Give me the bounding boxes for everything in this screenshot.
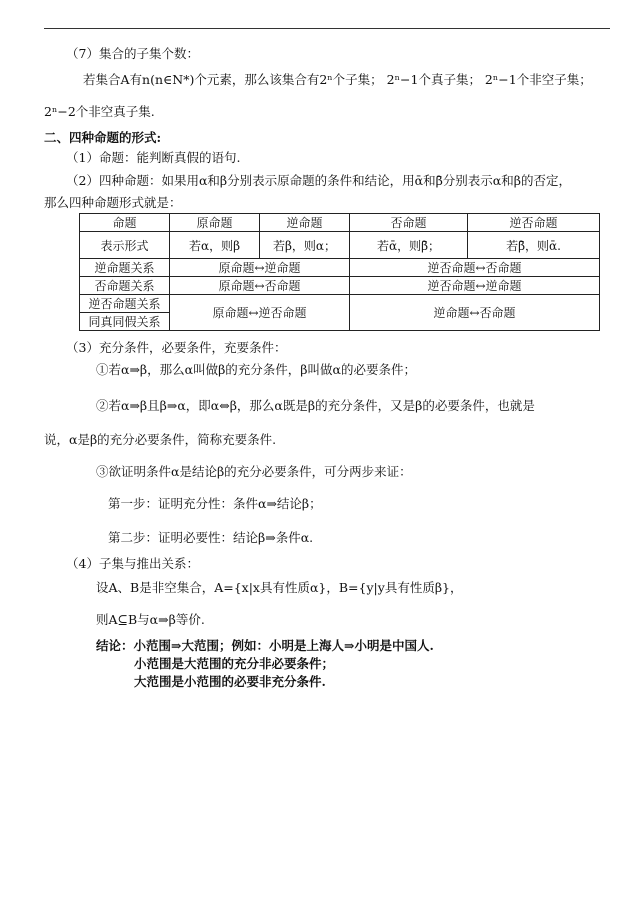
top-rule xyxy=(44,28,610,29)
sec4-conclusion-1: 结论：小范围⇒大范围；例如：小明是上海人⇒小明是中国人. xyxy=(96,638,434,653)
sec3-c2a: ②若α⇒β且β⇒α，即α⇔β，那么α既是β的充分条件，又是β的必要条件，也就是 xyxy=(96,398,535,413)
four-propositions-table xyxy=(79,213,600,331)
table-header-row xyxy=(80,214,600,232)
sec3-step1: 第一步：证明充分性：条件α⇒结论β； xyxy=(108,496,322,511)
sec4-conclusion-3: 大范围是小范围的必要非充分条件. xyxy=(134,674,326,689)
part2-p2a: （2）四种命题：如果用α和β分别表示原命题的条件和结论，用ᾱ和β̄分别表示α和β的否定， xyxy=(66,173,571,188)
sec3-head: （3）充分条件，必要条件，充要条件： xyxy=(66,340,287,355)
part2-p2b: 那么四种命题形式就是： xyxy=(44,195,182,210)
table-header-cell: 否命题 xyxy=(350,214,468,232)
table-cell: 原命题↔逆否命题 xyxy=(170,295,350,331)
sec7-head: （7）集合的子集个数： xyxy=(66,46,199,61)
sec7-tail: 2ⁿ−2个非空真子集. xyxy=(44,104,155,119)
table-header-cell: 逆否命题 xyxy=(468,214,600,232)
table-cell: 若ᾱ，则β̄； xyxy=(350,232,468,259)
table-cell: 逆否命题↔否命题 xyxy=(350,259,600,277)
table-relation-row xyxy=(80,277,600,295)
table-cell: 同真同假关系 xyxy=(80,313,170,331)
part2-p1: （1）命题：能判断真假的语句. xyxy=(66,150,241,165)
table-header-cell: 命题 xyxy=(80,214,170,232)
sec3-c1: ①若α⇒β，那么α叫做β的充分条件，β叫做α的必要条件； xyxy=(96,362,416,377)
table-relation-row xyxy=(80,295,600,313)
table-cell: 若β，则α； xyxy=(260,232,350,259)
part2-title: 二、四种命题的形式: xyxy=(44,130,162,145)
table-cell: 否命题关系 xyxy=(80,277,170,295)
table-header-cell: 原命题 xyxy=(170,214,260,232)
table-header-cell: 逆命题 xyxy=(260,214,350,232)
table-cell: 逆否命题↔逆命题 xyxy=(350,277,600,295)
sec4-conclusion-2: 小范围是大范围的充分非必要条件； xyxy=(134,656,335,671)
table-cell: 若β̄，则ᾱ. xyxy=(468,232,600,259)
table-cell: 若α，则β xyxy=(170,232,260,259)
table-cell: 逆否命题关系 xyxy=(80,295,170,313)
sec3-c3: ③欲证明条件α是结论β的充分必要条件，可分两步来证： xyxy=(96,464,412,479)
sec3-step2: 第二步：证明必要性：结论β⇒条件α. xyxy=(108,530,314,545)
sec7-body: 若集合A有n(n∈N*)个元素，那么该集合有2ⁿ个子集； 2ⁿ−1个真子集； 2ⁿ−1个非空子集； xyxy=(83,72,592,87)
sec4-l2: 则A⊆B与α⇒β等价. xyxy=(96,612,205,627)
table-cell: 逆命题关系 xyxy=(80,259,170,277)
table-relation-row xyxy=(80,259,600,277)
table-cell: 表示形式 xyxy=(80,232,170,259)
sec4-head: （4）子集与推出关系： xyxy=(66,556,199,571)
table-form-row xyxy=(80,232,600,259)
table-cell: 逆命题↔否命题 xyxy=(350,295,600,331)
table-cell: 原命题↔否命题 xyxy=(170,277,350,295)
sec4-l1: 设A、B是非空集合，A={x|x具有性质α}，B={y|y具有性质β}， xyxy=(96,580,463,595)
table-cell: 原命题↔逆命题 xyxy=(170,259,350,277)
sec3-c2b: 说，α是β的充分必要条件，简称充要条件. xyxy=(44,432,277,447)
